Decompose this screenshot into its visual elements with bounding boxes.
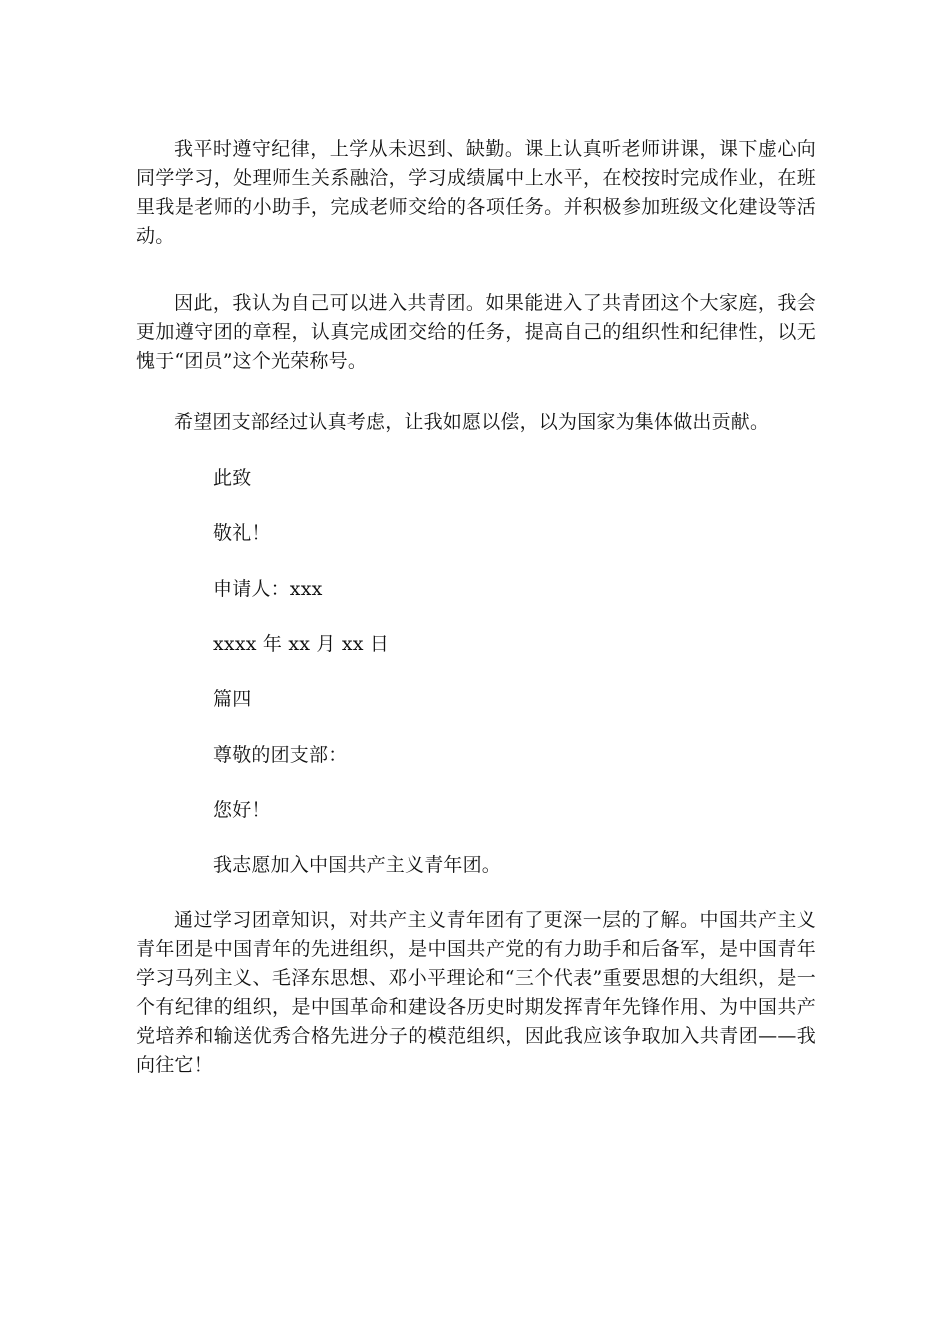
paragraph-conduct: 我平时遵守纪律，上学从未迟到、缺勤。课上认真听老师讲课，课下虚心向同学学习，处理师生关系融洽，学习成绩属中上水平，在校按时完成作业，在班里我是老师的小助手，完成老师交给的各项任务。并积极参加班级文化建设等活动。: [136, 138, 816, 247]
volunteer-line: 我志愿加入中国共产主义青年团。: [213, 854, 502, 876]
greeting-line: 您好！: [213, 799, 271, 821]
applicant-line: 申请人：xxx: [213, 578, 323, 600]
closing-line-1: 此致: [213, 467, 252, 489]
paragraph-hope: 希望团支部经过认真考虑，让我如愿以偿，以为国家为集体做出贡献。: [174, 411, 770, 433]
date-line: xxxx 年 xx 月 xx 日: [213, 633, 390, 655]
closing-line-2: 敬礼！: [213, 522, 271, 544]
paragraph-understanding: 通过学习团章知识，对共产主义青年团有了更深一层的了解。中国共产主义青年团是中国青年的先进组织，是中国共产党的有力助手和后备军，是中国青年学习马列主义、毛泽东思想、邓小平理论和“三个代表”重要思想的大组织，是一个有纪律的组织，是中国革命和建设各历史时期发挥青年先锋作用、为中国共产党培养和输送优秀合格先进分子的模范组织，因此我应该争取加入共青团——我向往它！: [136, 909, 816, 1076]
salutation-line: 尊敬的团支部：: [213, 744, 348, 766]
paragraph-resolution: 因此，我认为自己可以进入共青团。如果能进入了共青团这个大家庭，我会更加遵守团的章程，认真完成团交给的任务，提高自己的组织性和纪律性，以无愧于“团员”这个光荣称号。: [136, 292, 816, 372]
section-heading: 篇四: [213, 688, 252, 710]
